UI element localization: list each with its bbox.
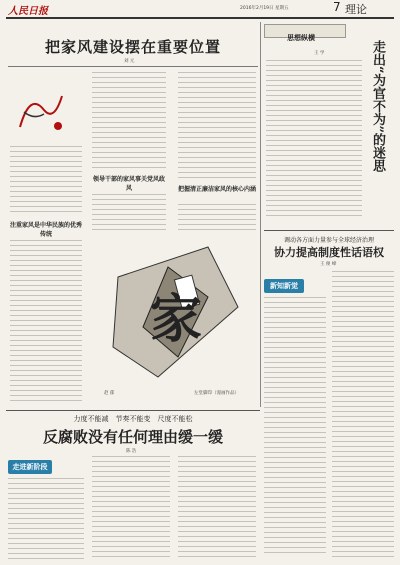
cartoon-caption: 左堂脚印（漫画作品）: [194, 391, 239, 396]
bottom-text-1: [8, 478, 84, 560]
side-text-2: [332, 271, 394, 557]
top-article: [8, 22, 258, 407]
column-text: [266, 60, 362, 220]
vertical-headline: 走出“为官不为”的迷思: [370, 40, 385, 172]
cartoon-credit: 赵 郁: [104, 391, 115, 396]
cartoon: [98, 237, 253, 387]
byline: 刘 元: [124, 59, 135, 64]
column-1-text-2: [10, 240, 82, 405]
subhead-1: 注重家风是中华民族的优秀传统: [10, 222, 83, 238]
rule: [8, 66, 258, 67]
bottom-article: [8, 412, 258, 562]
column-2-text-2: [92, 194, 166, 234]
thought-column: [264, 22, 394, 227]
issue-date: 2016年2月19日 星期五: [240, 6, 289, 11]
bottom-byline: 陈 浩: [126, 449, 137, 454]
column-box-title-text: 思想纵横: [287, 34, 315, 42]
column-2-text: [92, 72, 166, 168]
calligraphy-illustration: [10, 82, 70, 142]
side-text-1: [264, 297, 326, 557]
column-3-text: [178, 72, 256, 182]
side-badge: 新知新觉: [264, 279, 304, 293]
column-byline: 王 学: [314, 51, 325, 56]
section-name: 理论: [345, 3, 367, 16]
bottom-headline: 反腐败没有任何理由缓一缓: [42, 428, 223, 446]
side-article: [264, 230, 394, 561]
subhead-2: 领导干部的家风事关党风政风: [92, 176, 165, 192]
bottom-text-3: [178, 456, 256, 560]
bottom-badge: 走进新阶段: [8, 460, 52, 474]
page-number: 7: [333, 0, 341, 14]
column-box-title: [264, 24, 346, 42]
side-byline: 王 俊 峰: [320, 262, 337, 267]
column-1-text: [10, 146, 82, 216]
masthead: [0, 0, 400, 17]
column-3-text-2: [178, 204, 256, 234]
headline: 把家风建设摆在重要位置: [44, 38, 221, 56]
side-headline: 协力提高制度性话语权: [274, 246, 384, 259]
side-kicker: 调动各方面力量参与全球经济治理: [283, 237, 374, 244]
cartoon-character: 家: [150, 289, 203, 350]
bottom-kicker: 力度不能减 节奏不能变 尺度不能松: [73, 415, 193, 423]
bottom-text-2: [92, 456, 170, 560]
newspaper-logo: 人民日报: [8, 6, 48, 17]
subhead-3: 把握清正廉洁家风的核心内涵: [178, 186, 257, 193]
